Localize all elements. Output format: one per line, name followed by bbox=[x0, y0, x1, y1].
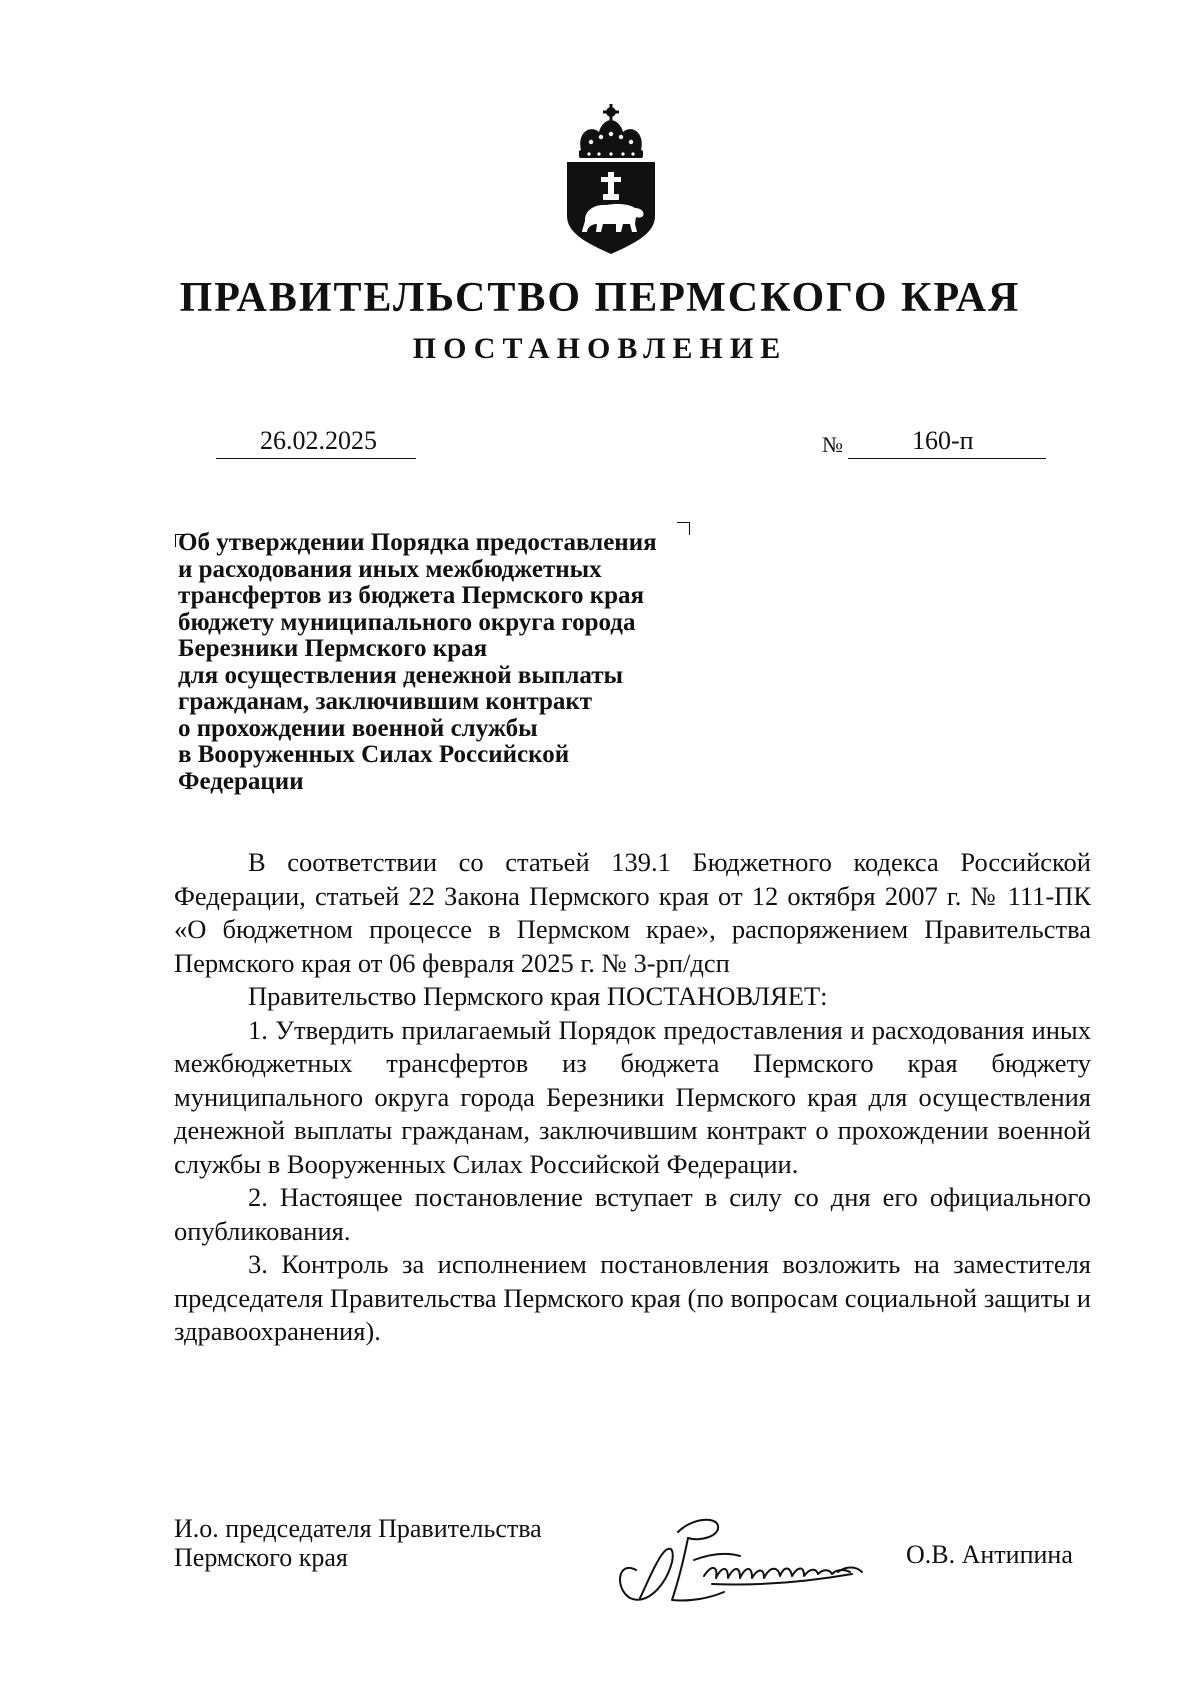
number-field bbox=[848, 424, 1046, 459]
document-body bbox=[174, 846, 1091, 1349]
position-line: И.о. председателя Правительства bbox=[174, 1514, 542, 1543]
position-line: Пермского края bbox=[174, 1543, 348, 1572]
coat-of-arms-icon bbox=[563, 104, 659, 254]
handwritten-signature bbox=[600, 1502, 920, 1612]
organization-title: ПРАВИТЕЛЬСТВО ПЕРМСКОГО КРАЯ bbox=[179, 275, 1021, 321]
subject-line: Федерации bbox=[178, 767, 304, 795]
signer-name: О.В. Антипина bbox=[906, 1540, 1073, 1569]
resolution-clause: Правительство Пермского края ПОСТАНОВЛЯЕТ: bbox=[248, 981, 828, 1011]
subject-line: гражданам, заключившим контракт bbox=[178, 688, 593, 715]
body-item-3: 3. Контроль за исполнением постановления возложить на заместителя председателя Правительства Пермского края (по вопросам социальной защиты и здравоохранения). bbox=[174, 1249, 1091, 1346]
body-item-1: 1. Утвердить прилагаемый Порядок предоставления и расходования иных межбюджетных трансфертов из бюджета Пермского края бюджету муниципального округа города Березники Пермского края для осуществления денежной выплаты гражданам, заключившим контракт о прохождении военной службы в Вооруженных Силах Российской Федерации. bbox=[174, 1014, 1091, 1179]
subject-line: бюджету муниципального округа города bbox=[178, 608, 636, 636]
date-field bbox=[216, 424, 416, 459]
subject-line: в Вооруженных Силах Российской bbox=[178, 741, 570, 768]
subject-line: трансфертов из бюджета Пермского края bbox=[178, 582, 645, 609]
preamble-paragraph: В соответствии со статьей 139.1 Бюджетного кодекса Российской Федерации, статьей 22 Закона Пермского края от 12 октября 2007 г. № 111-ПК «О бюджетном процессе в Пермском крае», распоряжением Правительства Пермского края от 06 февраля 2025 г. № 3-рп/дсп bbox=[174, 847, 1091, 978]
document-date: 26.02.2025 bbox=[260, 426, 377, 455]
subject-line: Об утверждении Порядка предоставления bbox=[178, 529, 657, 556]
subject-line: для осуществления денежной выплаты bbox=[178, 661, 624, 689]
signatory-position bbox=[174, 1514, 542, 1572]
document-type: ПОСТАНОВЛЕНИЕ bbox=[412, 332, 788, 365]
document-subject bbox=[178, 530, 738, 795]
number-sign: № bbox=[822, 432, 843, 457]
body-item-2: 2. Настоящее постановление вступает в силу со дня его официального опубликования. bbox=[174, 1182, 1091, 1246]
subject-line: Березники Пермского края bbox=[178, 635, 488, 662]
document-number: 160-п bbox=[912, 426, 974, 455]
subject-line: о прохождении военной службы bbox=[178, 714, 538, 742]
subject-line: и расходования иных межбюджетных bbox=[178, 555, 602, 583]
